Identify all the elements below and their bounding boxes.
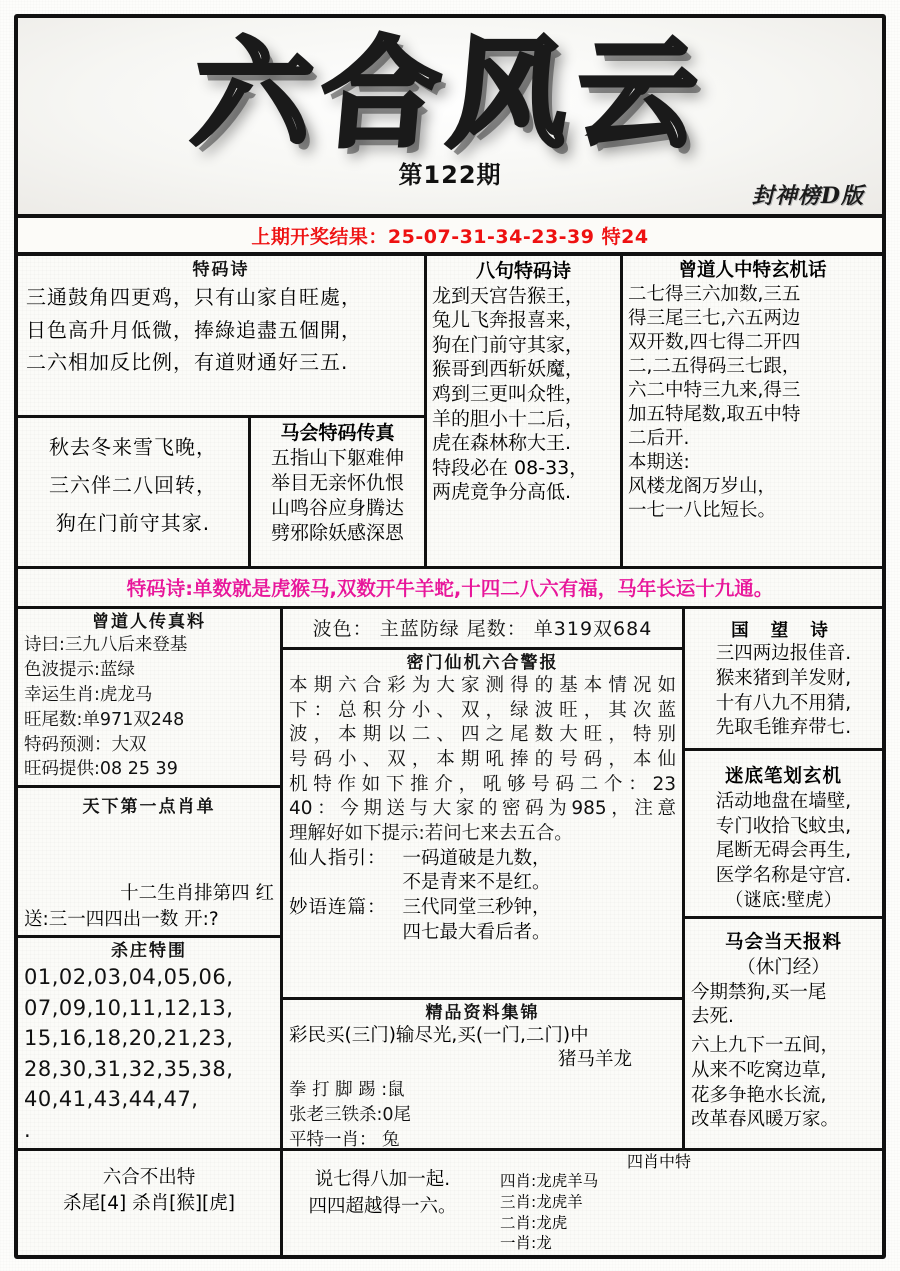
shazhuang-numbers-line: 15,16,18,20,21,23, xyxy=(24,1026,234,1051)
publication-logo: 六合风云 xyxy=(187,24,713,163)
page-frame xyxy=(14,14,886,1259)
shazhuang-numbers-line: 40,41,43,44,47, xyxy=(24,1087,199,1112)
eight-line-poem-line: 鸡到三更叫众牲， xyxy=(432,382,585,405)
miaoyu-body xyxy=(387,896,551,946)
zengdaoren-fax-row: 旺码提供:08 25 39 xyxy=(24,759,178,780)
top-left-bottom xyxy=(18,418,424,566)
shazhuang-title: 杀庄特围 xyxy=(111,941,187,962)
mahui-fax-line: 五指山下躯难伸 xyxy=(270,447,404,470)
autumn-poem-panel xyxy=(18,418,248,566)
mahui-fax-panel xyxy=(248,418,424,566)
mahui-today-panel xyxy=(685,919,882,1148)
mimen-alarm-paragraph-line: 40：今期送与大家的密码为985，注意 xyxy=(289,798,676,820)
zengdaoren-fax-row: 诗曰:三九八后来登基 xyxy=(24,635,188,656)
eight-line-poem-title: 八句特码诗 xyxy=(475,260,571,282)
midi-xuanji-panel xyxy=(685,751,882,919)
mimen-alarm-title: 密门仙机六合警报 xyxy=(406,653,559,673)
tianxia-list-line2: 送:三一四四出一数 开:? xyxy=(24,909,219,931)
zengdaoren-xuanji-title: 曾道人中特玄机话 xyxy=(678,260,827,281)
mahui-today-line: 六上九下一五间， xyxy=(691,1035,840,1057)
guowang-poem-line: 先取毛锥弃带七. xyxy=(715,717,852,739)
shuo-qi-line: 说七得八加一起. xyxy=(314,1169,451,1190)
mahui-today-subtitle: （休门经） xyxy=(737,956,830,978)
mahui-today-line: 花多争艳水长流, xyxy=(691,1084,827,1106)
miaoyu-line: 三代同堂三秒钟， xyxy=(402,897,551,919)
zengdaoren-fax-row: 色波提示:蓝绿 xyxy=(24,660,135,681)
tema-poem-line: 二六相加反比例，有道财通好三五. xyxy=(26,350,349,375)
zengdaoren-xuanji-line: 一七一八比短长。 xyxy=(628,499,777,521)
tema-poem-panel xyxy=(18,256,424,418)
top-left-column xyxy=(18,256,424,566)
liuhe-no-tema-title: 六合不出特 xyxy=(102,1167,196,1188)
issue-number: 第122期 xyxy=(398,161,502,189)
xianren-guide-row xyxy=(289,847,676,897)
mimen-alarm-paragraph-line: 本期六合彩为大家测得的基本情况如 xyxy=(289,675,676,697)
eight-line-poem-line: 狗在门前守其家， xyxy=(432,333,585,356)
miaoyu-row xyxy=(289,896,676,946)
zengdaoren-xuanji-line: 二七得三六加数,三五 xyxy=(628,283,801,305)
mahui-today-line: 今期禁狗,买一尾 xyxy=(691,981,827,1003)
midi-xuanji-line: 专门收拾飞蚊虫, xyxy=(715,815,852,837)
jingpin-title: 精品资料集锦 xyxy=(425,1003,540,1023)
jingpin-panel xyxy=(283,1000,682,1151)
edition-label: 封神榜D版 xyxy=(751,183,864,209)
liuhe-no-tema-line: 杀尾[4] 杀肖[猴][虎] xyxy=(63,1193,235,1215)
mid-grid xyxy=(18,609,882,1151)
zengdaoren-xuanji-line: 六二中特三九来,得三 xyxy=(628,379,801,401)
eight-line-poem-line: 龙到天宫告猴王， xyxy=(432,284,585,307)
miaoyu-label: 妙语连篇： xyxy=(289,897,387,919)
xianren-guide-body xyxy=(387,847,551,897)
tianxia-list-line1: 十二生肖排第四 红 xyxy=(120,883,274,905)
mahui-today-line: 改革春风暖万家。 xyxy=(691,1109,840,1131)
shazhuang-numbers-line: . xyxy=(24,1117,32,1142)
xianren-guide-label: 仙人指引： xyxy=(289,847,387,869)
bottom-row xyxy=(18,1151,882,1255)
magenta-highlight-strip xyxy=(18,569,882,609)
miaoyu-line: 四七最大看后者。 xyxy=(402,921,551,943)
mahui-fax-line: 举目无亲怀仇恨 xyxy=(270,472,404,495)
sixiao-title: 四肖中特 xyxy=(626,1152,691,1171)
sixiao-row: 一肖:龙 xyxy=(500,1234,552,1253)
zengdaoren-fax-panel xyxy=(18,609,280,788)
mimen-alarm-paragraph-line: 机特作如下推介，吼够号码二个：23 xyxy=(289,773,676,795)
tema-poem-line: 日色高升月低微，捧綠追盡五個開， xyxy=(26,317,362,342)
zengdaoren-xuanji-line: 二,二五得码三七跟， xyxy=(628,355,801,377)
mid-left-column xyxy=(18,609,280,1148)
jingpin-row: 拳 打 脚 踢 :鼠 xyxy=(289,1080,405,1101)
jingpin-row: 平特一肖： 兔 xyxy=(289,1130,400,1151)
tema-poem-title: 特码诗 xyxy=(192,260,250,280)
zengdaoren-xuanji-panel xyxy=(620,256,882,566)
sixiao-row: 二肖:龙虎 xyxy=(500,1213,568,1232)
eight-line-poem-line: 羊的胆小十二后， xyxy=(432,407,585,430)
guowang-poem-line: 猴来猪到羊发财, xyxy=(715,667,852,689)
tianxia-list-title: 天下第一点肖单 xyxy=(82,797,216,818)
jingpin-line2: 猪马羊龙 xyxy=(557,1049,632,1071)
eight-line-poem-panel xyxy=(424,256,620,566)
zengdaoren-xuanji-line: 本期送: xyxy=(628,451,690,473)
mimen-alarm-paragraph-line: 波，本期以二、四之尾数大旺，特别 xyxy=(289,724,676,746)
xianren-guide-line: 一码道破是九数， xyxy=(402,847,551,869)
autumn-poem-line: 秋去冬来雪飞晚， xyxy=(49,435,217,459)
magenta-strip-text: 特码诗:单数就是虎猴马,双数开牛羊蛇,十四二八六有福，马年长运十九通。 xyxy=(126,577,774,600)
shuo-qi-line: 四四超越得一六。 xyxy=(308,1195,457,1217)
midi-xuanji-title: 迷底笔划玄机 xyxy=(724,766,842,787)
tianxia-list-panel xyxy=(18,788,280,938)
guowang-poem-title: 国 望 诗 xyxy=(731,621,836,641)
mimen-alarm-panel xyxy=(283,650,682,1000)
liuhe-no-tema-panel xyxy=(18,1151,280,1255)
mid-right-column xyxy=(682,609,882,1148)
mahui-fax-title: 马会特码传真 xyxy=(280,422,395,444)
zengdaoren-fax-row: 幸运生肖:虎龙马 xyxy=(24,684,153,705)
mahui-fax-line: 山鸣谷应身腾达 xyxy=(270,497,404,520)
guowang-poem-line: 十有八九不用猜, xyxy=(715,692,852,714)
eight-line-poem-line: 两虎竟争分高低. xyxy=(432,481,572,504)
autumn-poem-line: 狗在门前守其家. xyxy=(55,511,211,535)
eight-line-poem-line: 虎在森林称大王. xyxy=(432,432,572,455)
zengdaoren-fax-title: 曾道人传真料 xyxy=(92,612,206,632)
zengdaoren-fax-row: 旺尾数:单971双248 xyxy=(24,709,185,730)
shazhuang-numbers-line: 28,30,31,32,35,38, xyxy=(24,1056,234,1081)
guowang-poem-line: 三四两边报佳音. xyxy=(715,643,852,664)
midi-xuanji-answer: （谜底:壁虎） xyxy=(724,889,843,911)
zengdaoren-xuanji-line: 二后开. xyxy=(628,427,690,449)
shazhuang-panel xyxy=(18,938,280,1148)
guowang-poem-panel xyxy=(685,609,882,751)
eight-line-poem-line: 猴哥到西斩妖魔， xyxy=(432,358,585,381)
eight-line-poem-line: 特段必在 08-33， xyxy=(432,456,589,479)
sixiao-row: 四肖:龙虎羊马 xyxy=(500,1172,599,1191)
masthead xyxy=(18,18,882,218)
zengdaoren-xuanji-line: 得三尾三七,六五两边 xyxy=(628,307,801,329)
tema-poem-line: 三通鼓角四更鸡，只有山家自旺處， xyxy=(26,285,362,310)
mahui-fax-line: 劈邪除妖感深恩 xyxy=(270,522,404,545)
midi-xuanji-line: 尾断无碍会再生, xyxy=(715,840,852,862)
autumn-poem-line: 三六伴二八回转， xyxy=(49,473,217,497)
midi-xuanji-line: 活动地盘在墙壁, xyxy=(715,790,852,812)
eight-line-poem-line: 兔儿飞奔报喜来， xyxy=(432,309,585,332)
zengdaoren-xuanji-line: 加五特尾数,取五中特 xyxy=(628,403,801,425)
previous-draw-result-text: 上期开奖结果：25-07-31-34-23-39 特24 xyxy=(251,225,649,248)
previous-draw-result-bar xyxy=(18,218,882,256)
zengdaoren-xuanji-line: 风楼龙阁万岁山， xyxy=(628,475,777,497)
shazhuang-numbers-line: 07,09,10,11,12,13, xyxy=(24,995,234,1020)
wave-color-row: 波色： 主蓝防绿 尾数： 单319双684 xyxy=(283,609,682,650)
xianren-guide-line: 不是青来不是红。 xyxy=(402,872,551,894)
zengdaoren-fax-row: 特码预测：大双 xyxy=(24,734,147,755)
mahui-today-line: 从来不吃窝边草, xyxy=(691,1059,827,1081)
sixiao-panel xyxy=(482,1151,882,1255)
midi-xuanji-line: 医学名称是守宫. xyxy=(715,865,852,887)
shuo-qi-panel xyxy=(280,1151,482,1255)
mimen-alarm-paragraph-line: 号码小、双，本期吼捧的号码，本仙 xyxy=(289,749,676,771)
mid-middle-column xyxy=(280,609,682,1151)
mimen-alarm-paragraph-line: 下：总积分小、双，绿波旺，其次蓝 xyxy=(289,699,676,721)
mahui-today-title: 马会当天报料 xyxy=(724,932,842,953)
jingpin-line1: 彩民买(三门)输尽光,买(一门,二门)中 xyxy=(289,1025,589,1047)
jingpin-row: 张老三铁杀:0尾 xyxy=(289,1105,412,1126)
sixiao-row: 三肖:龙虎羊 xyxy=(500,1193,583,1211)
shazhuang-numbers-line: 01,02,03,04,05,06, xyxy=(24,965,234,990)
top-block xyxy=(18,256,882,569)
mimen-alarm-paragraph-line: 理解好如下提示:若问七来去五合。 xyxy=(289,822,573,844)
zengdaoren-xuanji-line: 双开数,四七得二开四 xyxy=(628,331,801,353)
mahui-today-line: 去死. xyxy=(691,1006,734,1028)
